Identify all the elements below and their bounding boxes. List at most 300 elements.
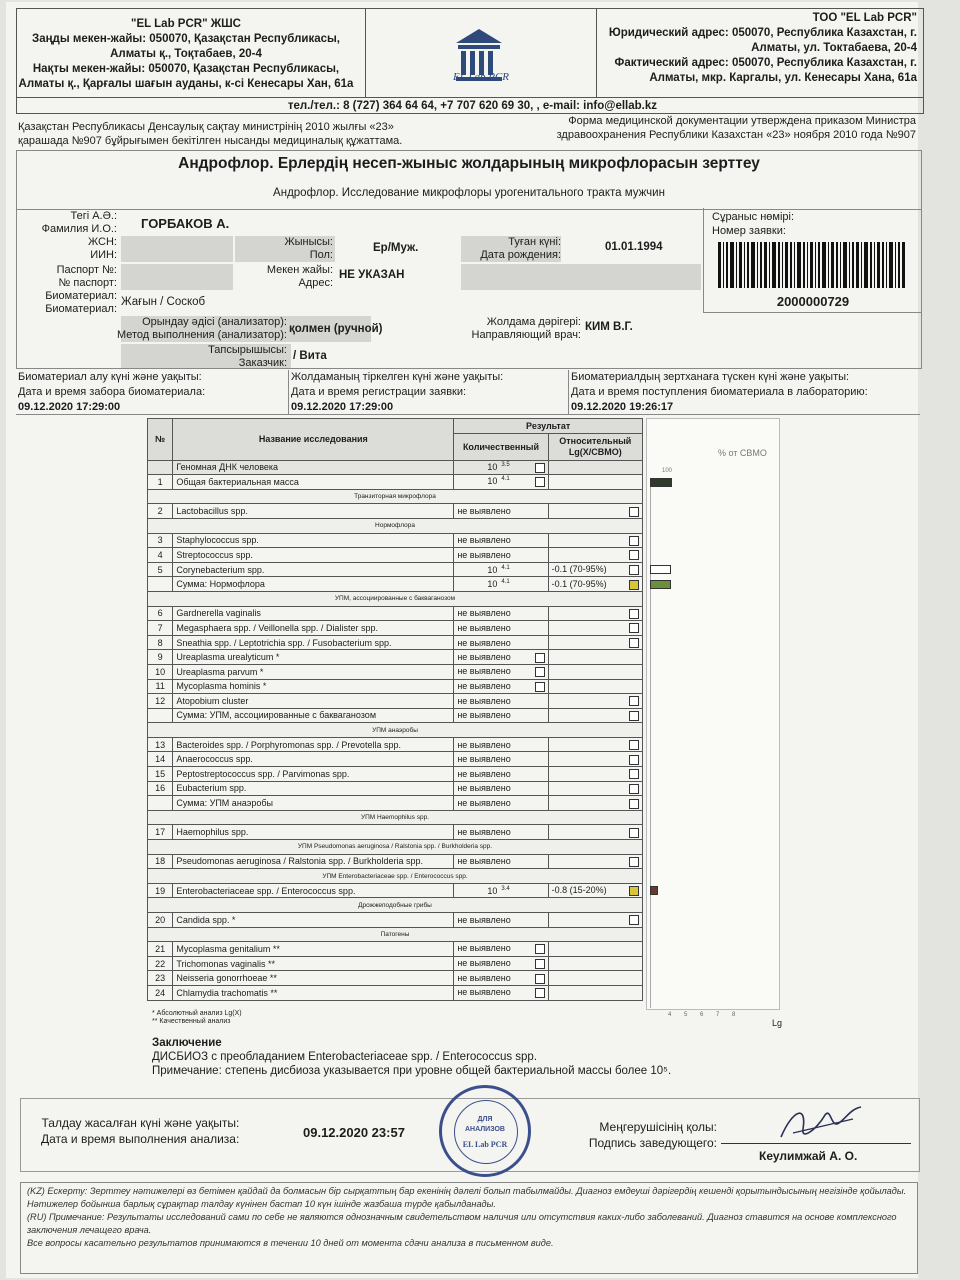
relative-result	[548, 752, 642, 767]
row-number: 1	[148, 475, 173, 490]
analysis-date-label: Талдау жасалған күні және уақыты: Дата и время выполнения анализа:	[41, 1116, 240, 1146]
logo-text: EL Lab PCR	[452, 71, 510, 83]
report-subtitle: Андрофлор. Исследование микрофлоры урогенитального тракта мужчин	[273, 187, 665, 199]
table-row	[148, 548, 643, 563]
relative-result	[548, 985, 642, 1000]
chart-bar	[650, 886, 658, 895]
section-title: УПМ Enterobacteriaceae spp. / Enterococcus spp.	[148, 869, 643, 884]
checkbox-icon	[629, 915, 639, 925]
qty-exponent: 3.5	[501, 461, 510, 468]
collect-date-block	[18, 370, 205, 415]
receive-date-label-kz: Биоматериалдың зертханаға түскен күні және уақыты:	[571, 371, 850, 383]
test-name: Mycoplasma hominis *	[173, 679, 454, 694]
checkbox-icon	[629, 507, 639, 517]
jsn-label: ЖСН: ИИН:	[88, 236, 117, 261]
row-number: 10	[148, 664, 173, 679]
relative-result	[548, 606, 642, 621]
checkbox-icon	[629, 857, 639, 867]
qty-value: не выявлено	[457, 827, 511, 838]
customer-value: / Вита	[293, 350, 327, 362]
results-table	[147, 418, 643, 1001]
relative-result	[548, 562, 642, 577]
table-row	[148, 781, 643, 796]
relative-result	[548, 475, 642, 490]
chart-bar	[650, 580, 671, 589]
conclusion-label: Заключение	[152, 1037, 222, 1049]
legal-address-kz-2: Алматы қ., Тоқтабаев, 20-4	[110, 48, 262, 60]
qty-value: не выявлено	[457, 506, 511, 517]
address-label: Мекен жайы: Адрес:	[266, 264, 333, 289]
reg-date-value: 09.12.2020 17:29:00	[291, 401, 394, 413]
table-row	[148, 679, 643, 694]
name-label: Тегі А.Ә.: Фамилия И.О.:	[41, 210, 117, 235]
qty-value: не выявлено	[457, 535, 511, 546]
relative-result	[548, 913, 642, 928]
chart-top-value: 100	[662, 468, 673, 474]
test-name: Haemophilus spp.	[173, 825, 454, 840]
qty-value: не выявлено	[457, 972, 511, 983]
quantitative-result	[454, 621, 548, 636]
form-note-kz	[18, 120, 438, 148]
table-row	[148, 942, 643, 957]
checkbox-icon	[629, 769, 639, 779]
passport-label: Паспорт №: № паспорт:	[56, 264, 117, 289]
dates-row	[16, 368, 920, 415]
row-number: 19	[148, 883, 173, 898]
sex-value: Ер/Муж.	[373, 242, 419, 254]
row-number	[148, 460, 173, 475]
analysis-date-value: 09.12.2020 23:57	[303, 1125, 405, 1140]
conclusion-text: ДИСБИОЗ с преобладанием Enterobacteriaceae spp. / Enterococcus spp.	[152, 1051, 538, 1063]
quantitative-result	[454, 854, 548, 869]
relative-result	[548, 664, 642, 679]
patient-info	[16, 208, 922, 369]
collect-date-label-kz: Биоматериал алу күні және уақыты:	[18, 371, 202, 383]
test-name: Megasphaera spp. / Veillonella spp. / Dialister spp.	[173, 621, 454, 636]
contact-line: тел./тел.: 8 (727) 364 64 64, +7 707 620 69 30, , e-mail: info@ellab.kz	[17, 97, 923, 112]
relative-result	[548, 883, 642, 898]
row-number: 9	[148, 650, 173, 665]
receive-date-value: 09.12.2020 19:26:17	[571, 401, 674, 413]
head-name: Кеулимжай А. О.	[759, 1149, 858, 1163]
quantitative-result	[454, 708, 548, 723]
checkbox-icon	[629, 580, 639, 590]
signature-line	[721, 1143, 911, 1144]
quantitative-result	[454, 883, 548, 898]
quantitative-result	[454, 825, 548, 840]
relative-result	[548, 694, 642, 709]
test-name: Atopobium cluster	[173, 694, 454, 709]
checkbox-icon	[629, 784, 639, 794]
test-name: Anaerococcus spp.	[173, 752, 454, 767]
rel-value: -0.1 (70-95%)	[551, 578, 607, 589]
actual-address-kz: Нақты мекен-жайы: 050070, Қазақстан Республикасы,	[32, 63, 340, 75]
table-row	[148, 913, 643, 928]
row-number: 18	[148, 854, 173, 869]
table-row	[148, 694, 643, 709]
report-page	[6, 2, 918, 1278]
checkbox-icon	[629, 886, 639, 896]
section-row	[148, 927, 643, 942]
test-name: Ureaplasma parvum *	[173, 664, 454, 679]
qty-value: не выявлено	[457, 798, 511, 809]
checkbox-icon	[535, 959, 545, 969]
test-name: Staphylococcus spp.	[173, 533, 454, 548]
row-number: 13	[148, 737, 173, 752]
row-number: 22	[148, 956, 173, 971]
biomaterial-value: Жағын / Соскоб	[121, 296, 206, 308]
qty-value: не выявлено	[457, 856, 511, 867]
relative-result	[548, 854, 642, 869]
table-row	[148, 971, 643, 986]
chart-tick: 6	[700, 1012, 704, 1018]
section-row	[148, 898, 643, 913]
col-rel-header: Относительный Lg(X/СВМО)	[548, 433, 642, 460]
quantitative-result	[454, 650, 548, 665]
row-number: 2	[148, 504, 173, 519]
quantitative-result	[454, 752, 548, 767]
table-row	[148, 985, 643, 1000]
quantitative-result	[454, 635, 548, 650]
legal-address-ru-2: Алматы, ул. Токтабаева, 20-4	[751, 42, 917, 54]
test-name: Corynebacterium spp.	[173, 562, 454, 577]
checkbox-icon	[535, 944, 545, 954]
table-row	[148, 533, 643, 548]
qty-value: не выявлено	[457, 666, 511, 677]
chart-axis-label: Lg	[772, 1018, 783, 1028]
relative-result	[548, 796, 642, 811]
row-number: 8	[148, 635, 173, 650]
qty-value: не выявлено	[457, 710, 511, 721]
qty-value: не выявлено	[457, 783, 511, 794]
quantitative-result	[454, 562, 548, 577]
checkbox-icon	[535, 477, 545, 487]
form-note-kz-2: қарашада №907 бұйрығымен бекітілген нысанды медициналық құжаттама.	[18, 135, 403, 147]
row-number	[148, 708, 173, 723]
section-title: Транзиторная микрофлора	[148, 489, 643, 504]
customer-label: Тапсырышысы: Заказчик:	[208, 344, 287, 369]
section-row	[148, 591, 643, 606]
col-qty-header: Количественный	[454, 433, 548, 460]
head-sign-label: Меңгерушісінің қолы: Подпись заведующего:	[588, 1120, 717, 1150]
relative-result	[548, 504, 642, 519]
row-number: 5	[148, 562, 173, 577]
conclusion	[152, 1036, 671, 1078]
qty-value: не выявлено	[457, 987, 511, 998]
note-kz-2: Нәтижелер бойынша барлық сұрақтар талдау күнінен бастап 10 күн ішінде жазбаша түрде қабылданады.	[27, 1199, 496, 1209]
checkbox-icon	[629, 638, 639, 648]
quantitative-result	[454, 942, 548, 957]
relative-result	[548, 621, 642, 636]
row-number: 15	[148, 767, 173, 782]
relative-result	[548, 548, 642, 563]
col-name-header: Название исследования	[173, 419, 454, 461]
test-name: Chlamydia trachomatis **	[173, 985, 454, 1000]
table-row	[148, 737, 643, 752]
test-name: Neisseria gonorrhoeae **	[173, 971, 454, 986]
quantitative-result	[454, 577, 548, 592]
quantitative-result	[454, 767, 548, 782]
chart-tick: 4	[668, 1012, 672, 1018]
table-row	[148, 825, 643, 840]
table-row	[148, 708, 643, 723]
qty-value: не выявлено	[457, 651, 511, 662]
address-value: НЕ УКАЗАН	[339, 269, 405, 281]
chart-bar	[650, 478, 672, 487]
relative-result	[548, 767, 642, 782]
section-row	[148, 869, 643, 884]
relative-result	[548, 737, 642, 752]
percentage-chart	[646, 418, 783, 1028]
row-number: 23	[148, 971, 173, 986]
checkbox-icon	[629, 550, 639, 560]
quantitative-result	[454, 737, 548, 752]
legal-address-kz: Заңды мекен-жайы: 050070, Қазақстан Республикасы,	[31, 33, 341, 45]
footnote-1: * Абсолютный анализ Lg(X)	[152, 1010, 242, 1017]
test-name: Streptococcus spp.	[173, 548, 454, 563]
qty-value: не выявлено	[457, 914, 511, 925]
legal-address-ru: Юридический адрес: 050070, Республика Казахстан, г.	[608, 27, 917, 39]
section-title: УПМ анаэробы	[148, 723, 643, 738]
relative-result	[548, 825, 642, 840]
qty-value: не выявлено	[457, 958, 511, 969]
qty-exponent: 4.1	[501, 579, 510, 586]
section-row	[148, 723, 643, 738]
quantitative-result	[454, 971, 548, 986]
title-box	[16, 150, 922, 210]
section-title: Дрожжеподобные грибы	[148, 898, 643, 913]
sex-label: Жынысы: Пол:	[284, 236, 333, 261]
footnote-2: ** Качественный анализ	[152, 1018, 231, 1025]
relative-result	[548, 956, 642, 971]
qty-value: не выявлено	[457, 637, 511, 648]
quantitative-result	[454, 475, 548, 490]
row-number: 4	[148, 548, 173, 563]
row-number	[148, 796, 173, 811]
test-name: Enterobacteriaceae spp. / Enterococcus spp.	[173, 883, 454, 898]
test-name: Сумма: Нормофлора	[173, 577, 454, 592]
section-title: УПМ, ассоциированные с бакваганозом	[148, 591, 643, 606]
qty-value: не выявлено	[457, 768, 511, 779]
test-name: Sneathia spp. / Leptotrichia spp. / Fusobacterium spp.	[173, 635, 454, 650]
table-row	[148, 460, 643, 475]
dob-label: Туған күні: Дата рождения:	[480, 236, 561, 261]
row-number	[148, 577, 173, 592]
relative-result	[548, 971, 642, 986]
relative-result	[548, 533, 642, 548]
report-title: Андрофлор. Ерлердің несеп-жыныс жолдарының микрофлорасын зерттеу	[178, 155, 760, 172]
table-row	[148, 796, 643, 811]
org-name-ru: ТОО "EL Lab PCR"	[812, 12, 917, 24]
row-number: 14	[148, 752, 173, 767]
row-number: 12	[148, 694, 173, 709]
relative-result	[548, 942, 642, 957]
qty-value: не выявлено	[457, 754, 511, 765]
actual-address-kz-2: Алматы қ., Қарғалы шағын ауданы, к-сі Кенесары Хан, 61а	[18, 78, 354, 90]
doctor-label: Жолдама дәрігері: Направляющий врач:	[471, 316, 581, 341]
qty-value: 10	[487, 885, 498, 896]
barcode-icon	[718, 242, 908, 288]
note-ru-2: Все вопросы касательно результатов принимаются в течении 10 дней от момента сдачи анализа в письменном виде.	[27, 1238, 554, 1248]
table-row	[148, 635, 643, 650]
receive-date-label-ru: Дата и время поступления биоматериала в лабораторию:	[571, 386, 868, 398]
qty-value: не выявлено	[457, 622, 511, 633]
qty-exponent: 3.4	[501, 885, 510, 892]
quantitative-result	[454, 694, 548, 709]
table-row	[148, 606, 643, 621]
relative-result	[548, 635, 642, 650]
chart-frame	[646, 418, 780, 1010]
checkbox-icon	[629, 696, 639, 706]
row-number: 11	[148, 679, 173, 694]
checkbox-icon	[629, 609, 639, 619]
checkbox-icon	[629, 536, 639, 546]
test-name: Геномная ДНК человека	[173, 460, 454, 475]
table-row	[148, 650, 643, 665]
rel-value: -0.1 (70-95%)	[551, 564, 607, 575]
section-row	[148, 840, 643, 855]
section-row	[148, 518, 643, 533]
qty-exponent: 4.1	[501, 476, 510, 483]
col-num-header: №	[148, 419, 173, 461]
method-value: қолмен (ручной)	[289, 323, 383, 335]
qty-value: 10	[487, 564, 498, 575]
logo-cell	[365, 9, 597, 97]
org-name-kz: "EL Lab PCR" ЖШС	[131, 18, 241, 30]
order-label: Сұраныс нөмірі: Номер заявки:	[712, 211, 795, 237]
form-note-ru-1: Форма медицинской документации утверждена приказом Министра	[568, 115, 916, 127]
relative-result	[548, 781, 642, 796]
actual-address-ru-2: Алматы, мкр. Каргалы, ул. Кенесары Хана, 61а	[649, 72, 917, 84]
doctor-value: КИМ В.Г.	[585, 321, 633, 333]
checkbox-icon	[535, 682, 545, 692]
qty-value: не выявлено	[457, 549, 511, 560]
patient-name: ГОРБАКОВ А.	[141, 216, 230, 231]
chart-label: % от СВМО	[718, 448, 767, 458]
qty-value: не выявлено	[457, 695, 511, 706]
row-number: 20	[148, 913, 173, 928]
biomaterial-label: Биоматериал: Биоматериал:	[45, 290, 117, 315]
actual-address-ru: Фактический адрес: 050070, Республика Казахстан, г.	[614, 57, 917, 69]
row-number: 24	[148, 985, 173, 1000]
reg-date-label-kz: Жолдаманың тіркелген күні және уақыты:	[291, 371, 504, 383]
checkbox-icon	[629, 799, 639, 809]
section-row	[148, 810, 643, 825]
letterhead-ru	[597, 9, 917, 86]
qty-value: 10	[487, 476, 498, 487]
table-row	[148, 577, 643, 592]
conclusion-note: Примечание: степень дисбиоза указывается при уровне общей бактериальной массы более 10⁵.	[152, 1065, 672, 1077]
form-note-ru	[526, 114, 916, 142]
relative-result	[548, 679, 642, 694]
collect-date-value: 09.12.2020 17:29:00	[18, 401, 121, 413]
quantitative-result	[454, 664, 548, 679]
quantitative-result	[454, 985, 548, 1000]
section-row	[148, 489, 643, 504]
table-row	[148, 562, 643, 577]
checkbox-icon	[535, 988, 545, 998]
test-name: Lactobacillus spp.	[173, 504, 454, 519]
quantitative-result	[454, 460, 548, 475]
quantitative-result	[454, 956, 548, 971]
section-title: Нормофлора	[148, 518, 643, 533]
quantitative-result	[454, 548, 548, 563]
method-label: Орындау әдісі (анализатор): Метод выполнения (анализатор):	[116, 316, 287, 341]
row-number: 16	[148, 781, 173, 796]
table-row	[148, 664, 643, 679]
chart-axis	[650, 478, 651, 1008]
checkbox-icon	[535, 974, 545, 984]
table-row	[148, 504, 643, 519]
quantitative-result	[454, 504, 548, 519]
quantitative-result	[454, 913, 548, 928]
test-name: Общая бактериальная масса	[173, 475, 454, 490]
test-name: Bacteroides spp. / Porphyromonas spp. / Prevotella spp.	[173, 737, 454, 752]
qty-value: не выявлено	[457, 739, 511, 750]
receive-date-block	[568, 370, 868, 415]
checkbox-icon	[629, 565, 639, 575]
checkbox-icon	[629, 740, 639, 750]
table-row	[148, 621, 643, 636]
checkbox-icon	[629, 755, 639, 765]
test-name: Eubacterium spp.	[173, 781, 454, 796]
row-number: 6	[148, 606, 173, 621]
reg-date-label-ru: Дата и время регистрации заявки:	[291, 386, 467, 398]
dob-value: 01.01.1994	[605, 241, 663, 253]
letterhead-kz	[17, 9, 355, 109]
letterhead	[16, 8, 924, 114]
relative-result	[548, 577, 642, 592]
relative-result	[548, 650, 642, 665]
qty-value: 10	[487, 579, 498, 590]
quantitative-result	[454, 679, 548, 694]
qty-value: не выявлено	[457, 943, 511, 954]
test-name: Trichomonas vaginalis **	[173, 956, 454, 971]
reg-date-block	[288, 370, 503, 415]
signature-block	[20, 1098, 920, 1172]
relative-result	[548, 460, 642, 475]
chart-tick: 8	[732, 1012, 736, 1018]
quantitative-result	[454, 606, 548, 621]
col-result-header: Результат	[454, 419, 643, 434]
table-row	[148, 956, 643, 971]
form-note-ru-2: здравоохранения Республики Казахстан «23» ноября 2010 года №907	[556, 129, 916, 141]
order-box	[703, 208, 922, 313]
test-name: Сумма: УПМ анаэробы	[173, 796, 454, 811]
chart-tick: 5	[684, 1012, 688, 1018]
checkbox-icon	[629, 828, 639, 838]
qty-value: не выявлено	[457, 680, 511, 691]
qty-value: не выявлено	[457, 608, 511, 619]
test-name: Peptostreptococcus spp. / Parvimonas spp.	[173, 767, 454, 782]
lab-stamp-icon: ДЛЯ АНАЛИЗОВ EL Lab PCR	[439, 1085, 531, 1177]
section-title: УПМ Haemophilus spp.	[148, 810, 643, 825]
test-name: Pseudomonas aeruginosa / Ralstonia spp. / Burkholderia spp.	[173, 854, 454, 869]
handwritten-signature-icon	[773, 1099, 869, 1145]
checkbox-icon	[629, 711, 639, 721]
footnotes	[152, 1010, 242, 1026]
quantitative-result	[454, 781, 548, 796]
table-row	[148, 752, 643, 767]
test-name: Ureaplasma urealyticum *	[173, 650, 454, 665]
checkbox-icon	[535, 653, 545, 663]
order-number: 2000000729	[776, 294, 850, 309]
row-number: 17	[148, 825, 173, 840]
row-number: 21	[148, 942, 173, 957]
row-number: 7	[148, 621, 173, 636]
checkbox-icon	[535, 667, 545, 677]
chart-tick: 7	[716, 1012, 720, 1018]
